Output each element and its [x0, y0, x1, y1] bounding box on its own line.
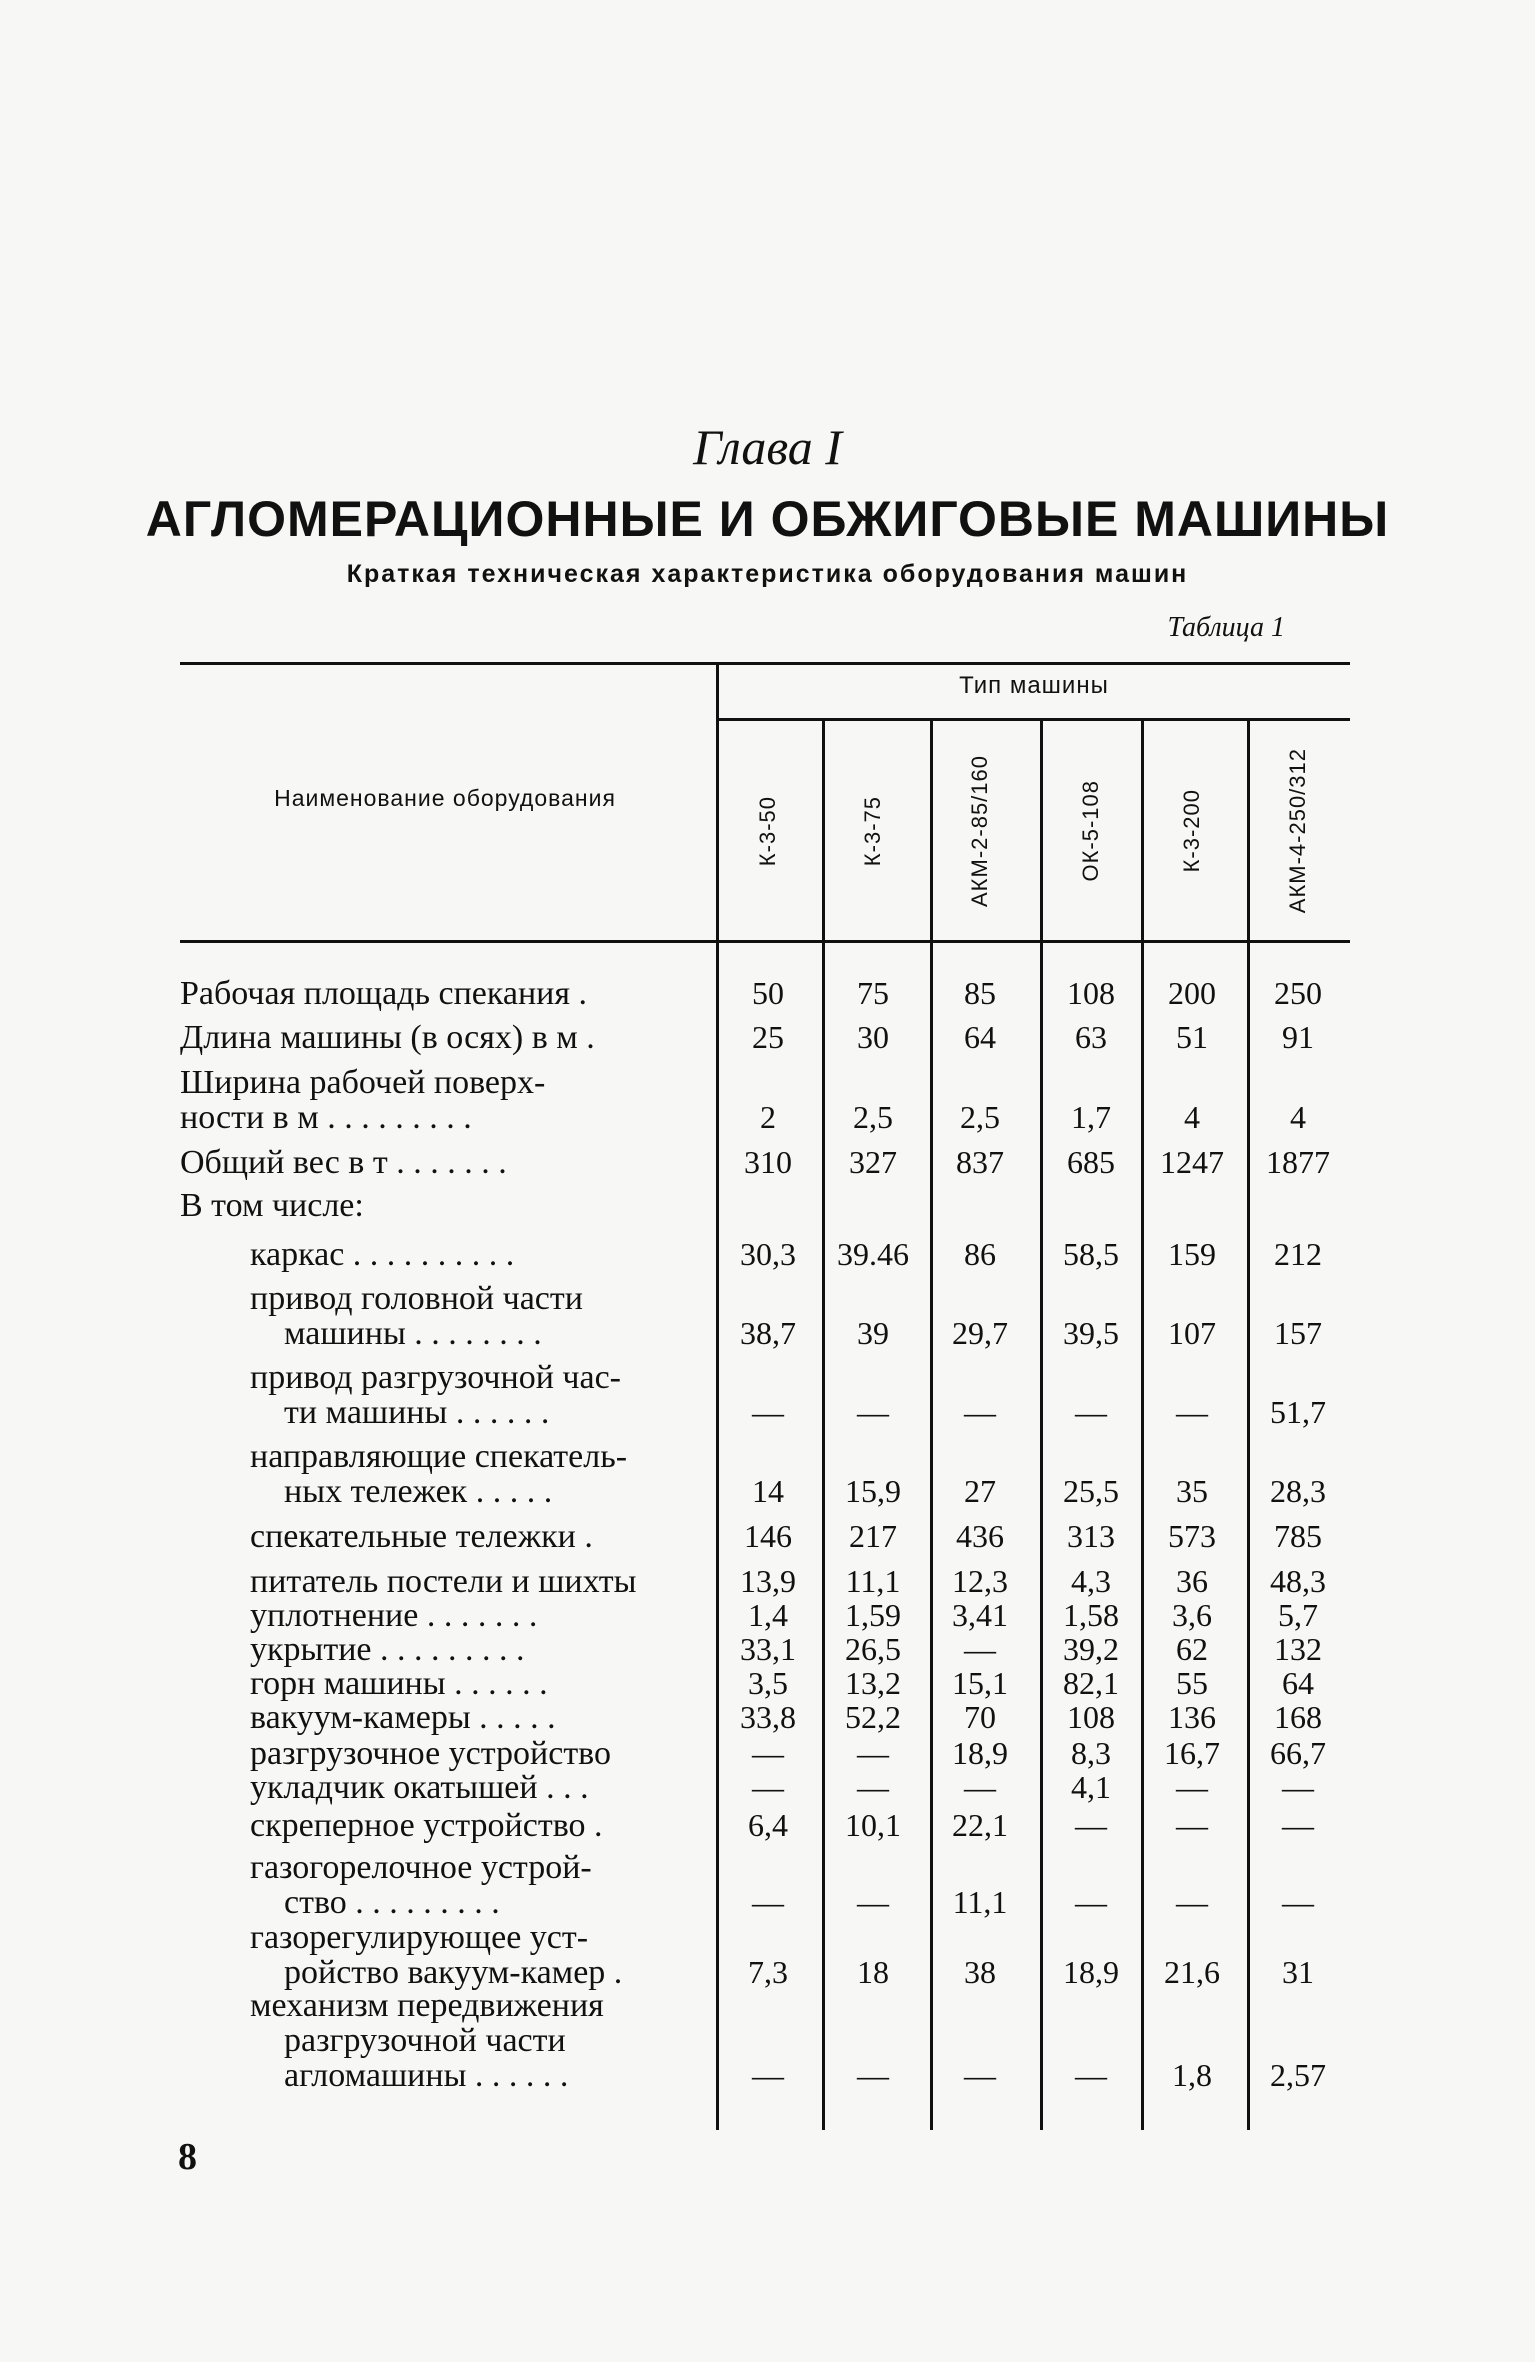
column-header-label: К-3-75 — [860, 795, 885, 867]
row-label-line: скреперное устройство . — [250, 1807, 603, 1844]
row-label-line: ти машины . . . . . . — [284, 1394, 550, 1431]
table-cell: 159 — [1168, 1236, 1216, 1272]
table-cell: 50 — [752, 975, 784, 1011]
table-cell: 327 — [849, 1144, 897, 1180]
row-label — [250, 1632, 700, 1667]
row-label-line: питатель постели и шихты — [250, 1563, 637, 1600]
table-cell: 30,3 — [740, 1236, 796, 1272]
row-label — [250, 1598, 700, 1633]
table-cell: 18 — [857, 1954, 889, 1990]
row-label-line: газогорелочное устрой- — [250, 1849, 592, 1886]
table-cell: 217 — [849, 1518, 897, 1554]
chapter-heading: Глава I — [693, 419, 842, 475]
table-cell: 168 — [1274, 1699, 1322, 1735]
row-label — [180, 1020, 700, 1055]
column-header — [718, 726, 818, 936]
table-cell: 33,8 — [740, 1699, 796, 1735]
table-cell: 12,3 — [952, 1563, 1008, 1599]
column-header — [1142, 726, 1242, 936]
table-cell: 29,7 — [952, 1315, 1008, 1351]
table-cell: 63 — [1075, 1019, 1107, 1055]
row-label-line: привод головной части — [250, 1280, 583, 1317]
table-cell: — — [752, 1769, 784, 1805]
row-label-line: горн машины . . . . . . — [250, 1665, 548, 1702]
table-cell: 39,5 — [1063, 1315, 1119, 1351]
table-cell: 51,7 — [1270, 1394, 1326, 1430]
table-cell: 28,3 — [1270, 1473, 1326, 1509]
table-cell: — — [964, 1394, 996, 1430]
row-label — [250, 1850, 700, 1920]
row-label-line: укрытие . . . . . . . . . — [250, 1631, 525, 1668]
table-cell: 31 — [1282, 1954, 1314, 1990]
table-cell: — — [964, 2057, 996, 2093]
table-cell: — — [857, 1394, 889, 1430]
table-cell: — — [1075, 1807, 1107, 1843]
table-cell: 146 — [744, 1518, 792, 1554]
row-label — [180, 1145, 700, 1180]
type-header-rule — [718, 718, 1350, 721]
table-cell: 3,5 — [748, 1665, 788, 1701]
table-cell: 108 — [1067, 975, 1115, 1011]
table-cell: 64 — [1282, 1665, 1314, 1701]
table-cell: — — [1176, 1807, 1208, 1843]
table-cell: 107 — [1168, 1315, 1216, 1351]
table-cell: 51 — [1176, 1019, 1208, 1055]
row-label-line: разгрузочной части — [284, 2022, 566, 2059]
table-cell: — — [857, 2057, 889, 2093]
table-cell: — — [1282, 1807, 1314, 1843]
table-cell: 39 — [857, 1315, 889, 1351]
table-cell: 11,1 — [845, 1563, 901, 1599]
table-cell: 82,1 — [1063, 1665, 1119, 1701]
table-cell: 75 — [857, 975, 889, 1011]
table-top-rule — [180, 662, 1350, 665]
table-cell: 2,5 — [853, 1099, 893, 1135]
table-cell: 108 — [1067, 1699, 1115, 1735]
table-cell: — — [1075, 2057, 1107, 2093]
row-label — [250, 1770, 700, 1805]
table-cell: 38,7 — [740, 1315, 796, 1351]
table-cell: 313 — [1067, 1518, 1115, 1554]
table-cell: 55 — [1176, 1665, 1208, 1701]
column-header — [1041, 726, 1141, 936]
table-cell: 1,58 — [1063, 1597, 1119, 1633]
table-cell: 70 — [964, 1699, 996, 1735]
table-cell: 38 — [964, 1954, 996, 1990]
table-cell: — — [1075, 1394, 1107, 1430]
table-cell: 21,6 — [1164, 1954, 1220, 1990]
row-label-line: ройство вакуум-камер . — [284, 1954, 623, 1991]
table-cell: 18,9 — [1063, 1954, 1119, 1990]
row-label-line: Ширина рабочей поверх- — [180, 1064, 546, 1101]
table-cell: — — [964, 1631, 996, 1667]
table-cell: 1,59 — [845, 1597, 901, 1633]
row-label — [180, 1065, 700, 1135]
column-header-label: ОК-5-108 — [1078, 780, 1103, 882]
row-label-line: уплотнение . . . . . . . — [250, 1597, 538, 1634]
table-cell: 1247 — [1160, 1144, 1224, 1180]
table-cell: 837 — [956, 1144, 1004, 1180]
row-label-line: машины . . . . . . . . — [284, 1315, 542, 1352]
table-cell: — — [857, 1735, 889, 1771]
table-cell: 39.46 — [837, 1236, 909, 1272]
table-cell: — — [752, 1884, 784, 1920]
machine-type-header: Тип машины — [959, 672, 1109, 699]
table-cell: 26,5 — [845, 1631, 901, 1667]
table-cell: 3,6 — [1172, 1597, 1212, 1633]
table-cell: 25 — [752, 1019, 784, 1055]
row-label — [250, 1700, 700, 1735]
table-cell: — — [1282, 1884, 1314, 1920]
table-cell: 250 — [1274, 975, 1322, 1011]
row-label-line: направляющие спекатель- — [250, 1438, 628, 1475]
table-cell: 91 — [1282, 1019, 1314, 1055]
table-cell: 157 — [1274, 1315, 1322, 1351]
table-cell: 212 — [1274, 1236, 1322, 1272]
row-label-line: укладчик окатышей . . . — [250, 1769, 589, 1806]
table-cell: 85 — [964, 975, 996, 1011]
row-label-line: агломашины . . . . . . — [284, 2057, 569, 2094]
row-label-line: Длина машины (в осях) в м . — [180, 1019, 595, 1056]
table-cell: 15,9 — [845, 1473, 901, 1509]
row-label-line: спекательные тележки . — [250, 1518, 593, 1555]
table-cell: 64 — [964, 1019, 996, 1055]
table-cell: 785 — [1274, 1518, 1322, 1554]
equipment-name-header: Наименование оборудования — [274, 785, 616, 811]
row-label — [250, 1519, 700, 1554]
column-header — [823, 726, 923, 936]
table-cell: 15,1 — [952, 1665, 1008, 1701]
column-header — [930, 726, 1030, 936]
table-cell: — — [1176, 1769, 1208, 1805]
row-label-line: механизм передвижения — [250, 1987, 604, 2024]
table-cell: 58,5 — [1063, 1236, 1119, 1272]
table-cell: — — [964, 1769, 996, 1805]
table-cell: 2,57 — [1270, 2057, 1326, 2093]
table-cell: 3,41 — [952, 1597, 1008, 1633]
table-cell: 7,3 — [748, 1954, 788, 1990]
table-cell: 2 — [760, 1099, 776, 1135]
table-cell: 35 — [1176, 1473, 1208, 1509]
table-cell: 14 — [752, 1473, 784, 1509]
table-caption: Краткая техническая характеристика оборудования машин — [346, 560, 1189, 588]
row-label-line: привод разгрузочной час- — [250, 1359, 621, 1396]
table-cell: 66,7 — [1270, 1735, 1326, 1771]
column-header — [1248, 726, 1348, 936]
table-cell: — — [1075, 1884, 1107, 1920]
table-cell: 39,2 — [1063, 1631, 1119, 1667]
table-cell: 48,3 — [1270, 1563, 1326, 1599]
row-label — [250, 1439, 700, 1509]
row-label — [250, 1281, 700, 1351]
row-label — [250, 1808, 700, 1843]
column-header-label: К-3-50 — [755, 795, 780, 867]
table-cell: 62 — [1176, 1631, 1208, 1667]
column-header-label: К-3-200 — [1179, 789, 1204, 873]
table-cell: 1877 — [1266, 1144, 1330, 1180]
table-cell: — — [857, 1769, 889, 1805]
table-cell: 33,1 — [740, 1631, 796, 1667]
table-cell: 86 — [964, 1236, 996, 1272]
table-cell: — — [752, 1394, 784, 1430]
table-cell: — — [1176, 1884, 1208, 1920]
table-cell: — — [752, 2057, 784, 2093]
table-cell: 1,8 — [1172, 2057, 1212, 2093]
table-cell: 11,1 — [952, 1884, 1008, 1920]
row-label-line: вакуум-камеры . . . . . — [250, 1699, 556, 1736]
row-label — [180, 1188, 700, 1223]
table-cell: — — [857, 1884, 889, 1920]
table-cell: 5,7 — [1278, 1597, 1318, 1633]
row-label-line: Рабочая площадь спекания . — [180, 975, 587, 1012]
row-label — [250, 1237, 700, 1272]
table-label: Таблица 1 — [1167, 612, 1285, 643]
row-label-line: В том числе: — [180, 1187, 364, 1224]
table-cell: 132 — [1274, 1631, 1322, 1667]
column-header-label: АКМ-4-250/312 — [1285, 748, 1310, 914]
header-bottom-rule — [180, 940, 1350, 943]
table-cell: — — [752, 1735, 784, 1771]
table-cell: 8,3 — [1071, 1735, 1111, 1771]
row-label-line: каркас . . . . . . . . . . — [250, 1236, 515, 1273]
row-label-line: ности в м . . . . . . . . . — [180, 1099, 472, 1136]
table-cell: 436 — [956, 1518, 1004, 1554]
table-cell: 136 — [1168, 1699, 1216, 1735]
table-cell: — — [1176, 1394, 1208, 1430]
table-cell: 30 — [857, 1019, 889, 1055]
table-cell: 1,7 — [1071, 1099, 1111, 1135]
table-cell: 25,5 — [1063, 1473, 1119, 1509]
table-cell: 10,1 — [845, 1807, 901, 1843]
table-cell: 200 — [1168, 975, 1216, 1011]
table-cell: 310 — [744, 1144, 792, 1180]
table-cell: — — [1282, 1769, 1314, 1805]
table-cell: 4,3 — [1071, 1563, 1111, 1599]
table-cell: 685 — [1067, 1144, 1115, 1180]
row-label — [250, 1988, 700, 2093]
table-cell: 13,2 — [845, 1665, 901, 1701]
row-label-line: разгрузочное устройство — [250, 1735, 612, 1772]
page-number: 8 — [178, 2136, 197, 2178]
table-cell: 4 — [1184, 1099, 1200, 1135]
row-label-line: ство . . . . . . . . . — [284, 1884, 500, 1921]
column-header-label: АКМ-2-85/160 — [967, 755, 992, 907]
table-cell: 18,9 — [952, 1735, 1008, 1771]
row-label — [250, 1666, 700, 1701]
table-cell: 52,2 — [845, 1699, 901, 1735]
table-cell: 13,9 — [740, 1563, 796, 1599]
row-label-line: Общий вес в т . . . . . . . — [180, 1144, 507, 1181]
table-cell: 573 — [1168, 1518, 1216, 1554]
table-cell: 27 — [964, 1473, 996, 1509]
row-label — [250, 1920, 700, 1990]
table-cell: 4 — [1290, 1099, 1306, 1135]
row-label-line: ных тележек . . . . . — [284, 1473, 553, 1510]
row-label — [250, 1736, 700, 1771]
row-label — [250, 1360, 700, 1430]
table-cell: 22,1 — [952, 1807, 1008, 1843]
table-cell: 1,4 — [748, 1597, 788, 1633]
row-label — [180, 976, 700, 1011]
table-cell: 2,5 — [960, 1099, 1000, 1135]
row-label — [250, 1564, 700, 1599]
table-cell: 4,1 — [1071, 1769, 1111, 1805]
table-cell: 36 — [1176, 1563, 1208, 1599]
row-label-line: газорегулирующее уст- — [250, 1919, 589, 1956]
table-cell: 6,4 — [748, 1807, 788, 1843]
page-title: АГЛОМЕРАЦИОННЫЕ И ОБЖИГОВЫЕ МАШИНЫ — [145, 491, 1390, 547]
table-cell: 16,7 — [1164, 1735, 1220, 1771]
